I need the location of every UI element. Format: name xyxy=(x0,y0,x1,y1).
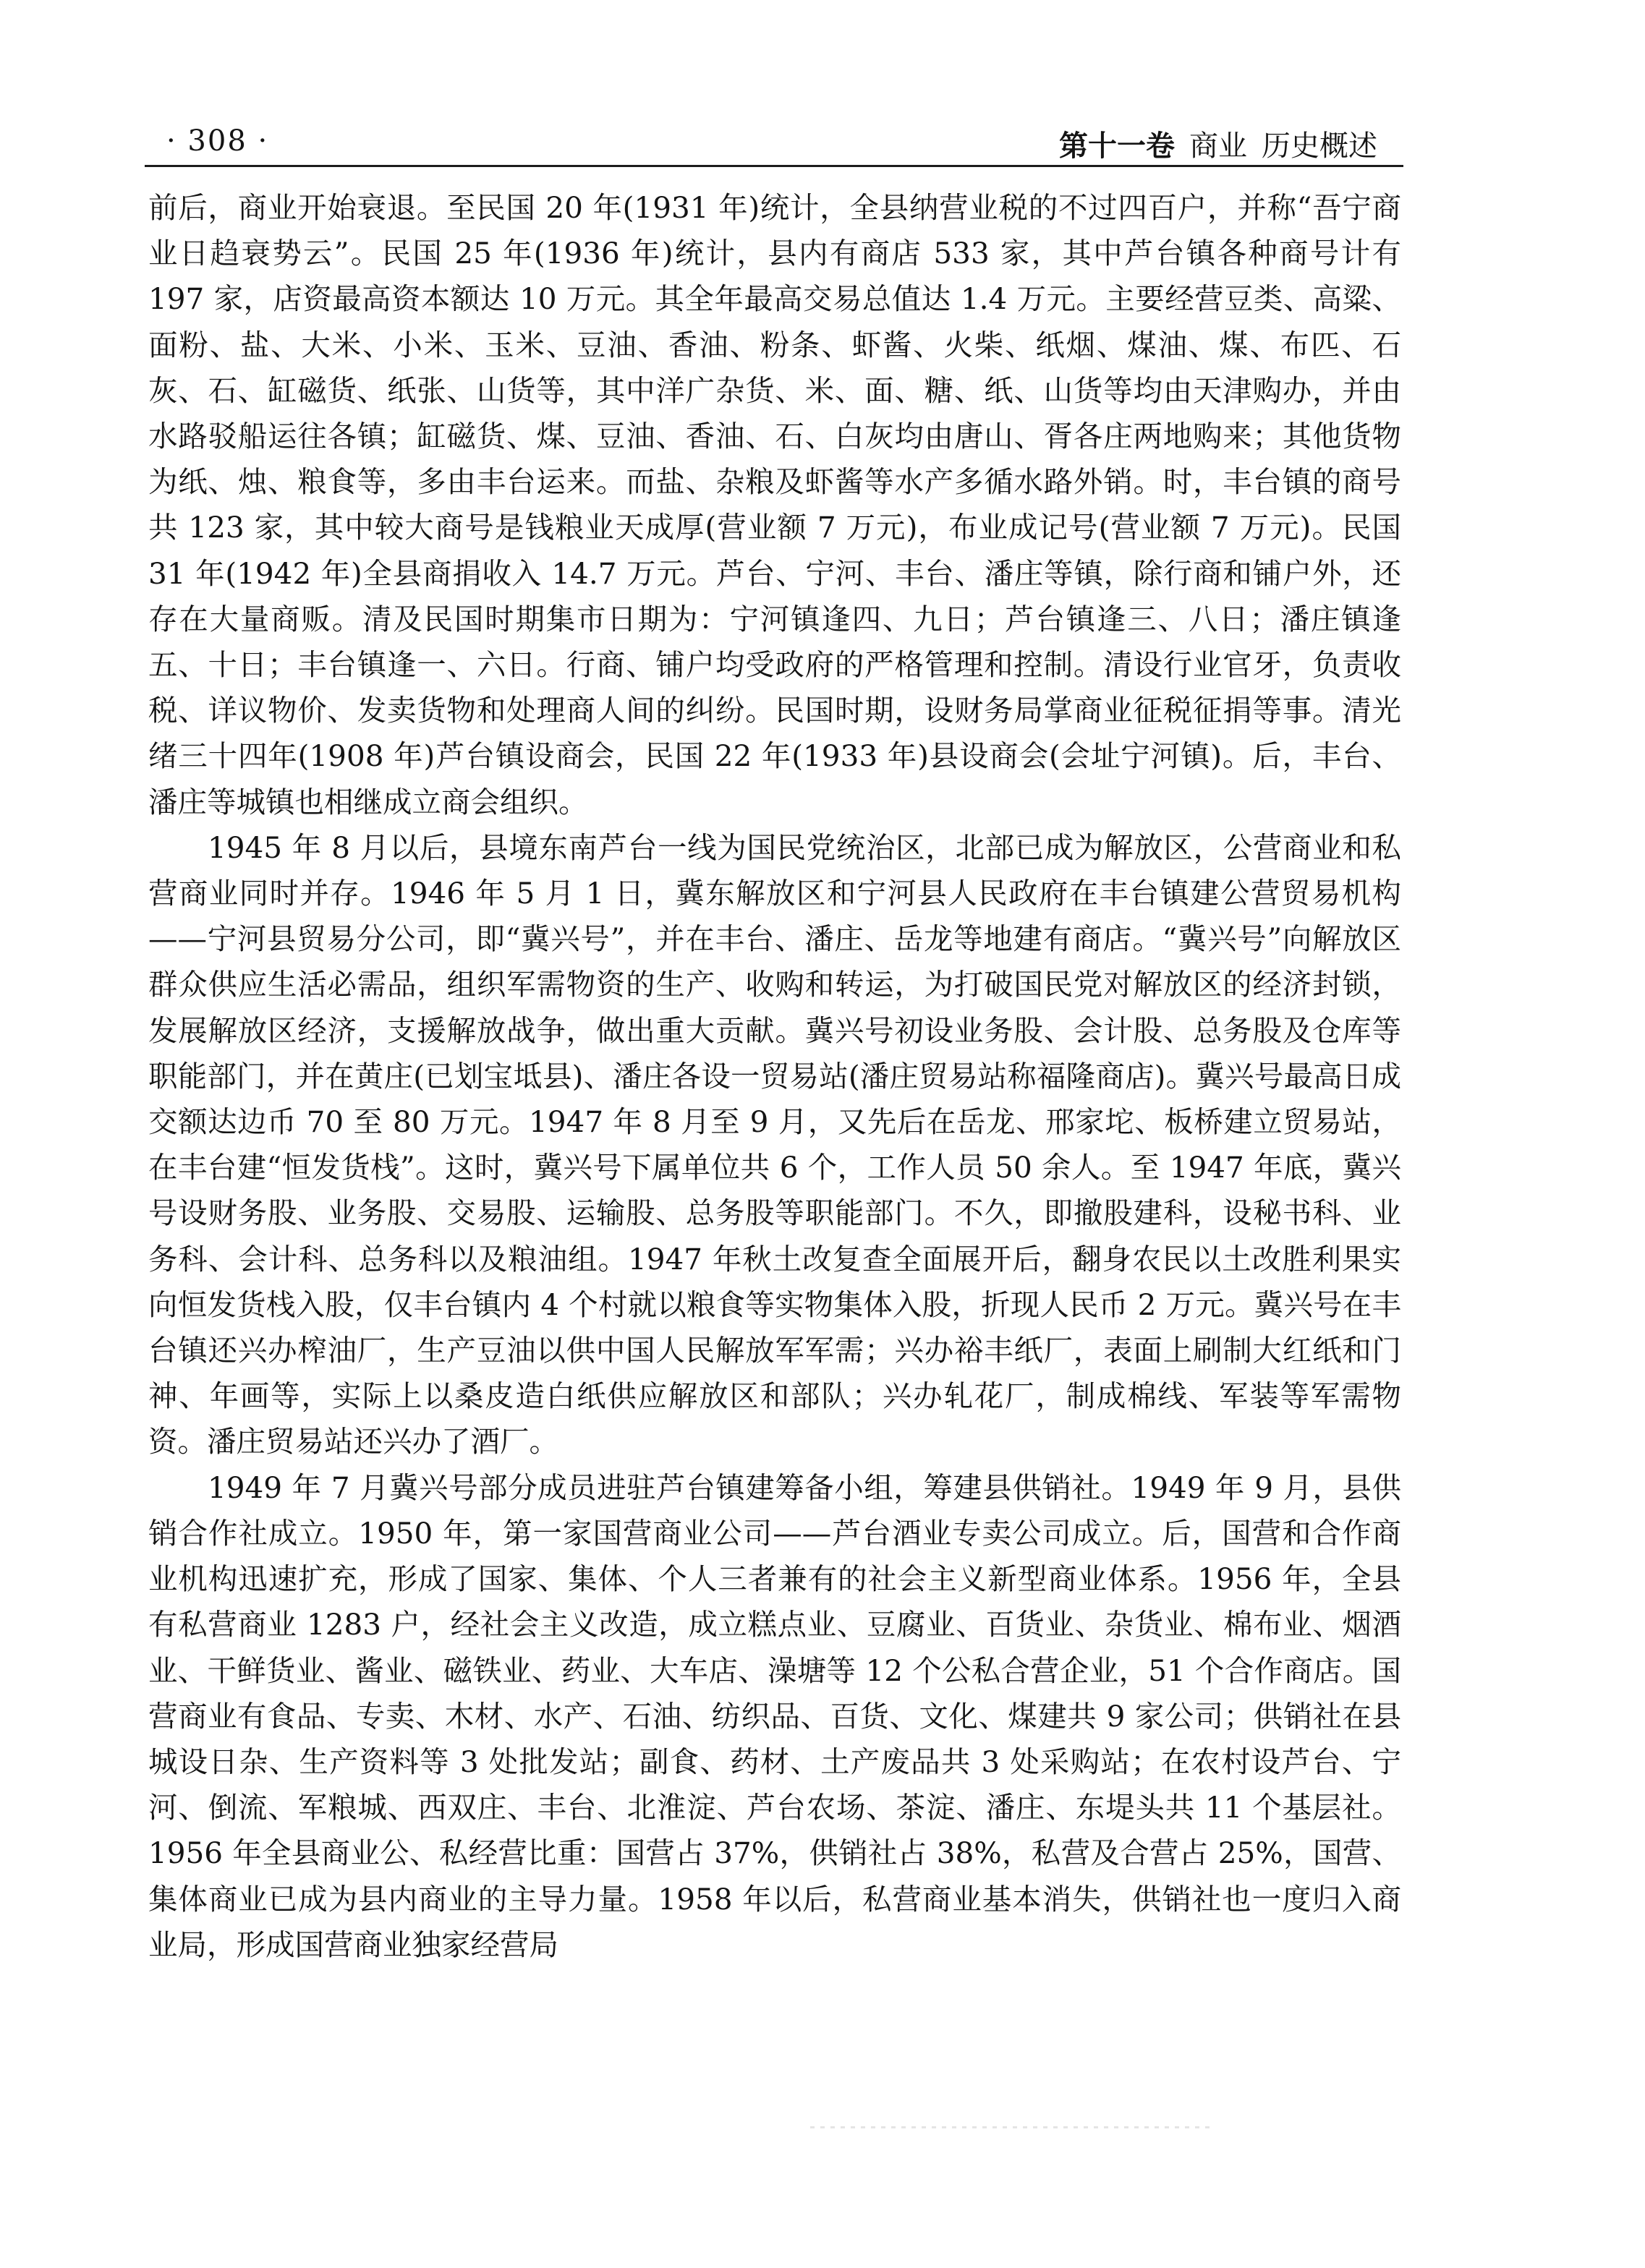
header-rule xyxy=(145,165,1403,167)
scan-artifact xyxy=(810,2126,1215,2128)
running-head xyxy=(1059,123,1377,164)
subsection-title: 历史概述 xyxy=(1262,129,1377,163)
page-header xyxy=(145,119,1403,166)
page-number: · 308 · xyxy=(166,124,269,158)
paragraph-1: 前后，商业开始衰退。至民国 20 年(1931 年)统计，全县纳营业税的不过四百户，并称“吾宁商业日趋衰势云”。民国 25 年(1936 年)统计，县内有商店 533 家，其中芦台镇各种商号计有 197 家，店资最高资本额达 10 万元。其全年最高交易总值达 1.4 万元。主要经营豆类、高粱、面粉、盐、大米、小米、玉米、豆油、香油、粉条、虾酱、火柴、纸烟、煤油、煤、布匹、石灰、石、缸磁货、纸张、山货等，其中洋广杂货、米、面、糖、纸、山货等均由天津购办，并由水路驳船运往各镇；缸磁货、煤、豆油、香油、石、白灰均由唐山、胥各庄两地购来；其他货物为纸、烛、粮食等，多由丰台运来。而盐、杂粮及虾酱等水产多循水路外销。时，丰台镇的商号共 123 家，其中较大商号是钱粮业天成厚(营业额 7 万元)，布业成记号(营业额 7 万元)。民国 31 年(1942 年)全县商捐收入 14.7 万元。芦台、宁河、丰台、潘庄等镇，除行商和铺户外，还存在大量商贩。清及民国时期集市日期为：宁河镇逢四、九日；芦台镇逢三、八日；潘庄镇逢五、十日；丰台镇逢一、六日。行商、铺户均受政府的严格管理和控制。清设行业官牙，负责收税、详议物价、发卖货物和处理商人间的纠纷。民国时期，设财务局掌商业征税征捐等事。清光绪三十四年(1908 年)芦台镇设商会，民国 22 年(1933 年)县设商会(会址宁河镇)。后，丰台、潘庄等城镇也相继成立商会组织。 xyxy=(148,190,1401,819)
volume-title: 第十一卷 xyxy=(1059,129,1175,163)
paragraph-2: 1945 年 8 月以后，县境东南芦台一线为国民党统治区，北部已成为解放区，公营商业和私营商业同时并存。1946 年 5 月 1 日，冀东解放区和宁河县人民政府在丰台镇建公营贸易机构——宁河县贸易分公司，即“冀兴号”，并在丰台、潘庄、岳龙等地建有商店。“冀兴号”向解放区群众供应生活必需品，组织军需物资的生产、收购和转运，为打破国民党对解放区的经济封锁，发展解放区经济，支援解放战争，做出重大贡献。冀兴号初设业务股、会计股、总务股及仓库等职能部门，并在黄庄(已划宝坻县)、潘庄各设一贸易站(潘庄贸易站称福隆商店)。冀兴号最高日成交额达边币 70 至 80 万元。1947 年 8 月至 9 月，又先后在岳龙、邢家坨、板桥建立贸易站，在丰台建“恒发货栈”。这时，冀兴号下属单位共 6 个，工作人员 50 余人。至 1947 年底，冀兴号设财务股、业务股、交易股、运输股、总务股等职能部门。不久，即撤股建科，设秘书科、业务科、会计科、总务科以及粮油组。1947 年秋土改复查全面展开后，翻身农民以土改胜利果实向恒发货栈入股，仅丰台镇内 4 个村就以粮食等实物集体入股，折现人民币 2 万元。冀兴号在丰台镇还兴办榨油厂，生产豆油以供中国人民解放军军需；兴办裕丰纸厂，表面上刷制大红纸和门神、年画等，实际上以桑皮造白纸供应解放区和部队；兴办轧花厂，制成棉线、军装等军需物资。潘庄贸易站还兴办了酒厂。 xyxy=(148,830,1401,1459)
paragraph-3: 1949 年 7 月冀兴号部分成员进驻芦台镇建筹备小组，筹建县供销社。1949 年 9 月，县供销合作社成立。1950 年，第一家国营商业公司——芦台酒业专卖公司成立。后，国营和合作商业机构迅速扩充，形成了国家、集体、个人三者兼有的社会主义新型商业体系。1956 年，全县有私营商业 1283 户，经社会主义改造，成立糕点业、豆腐业、百货业、杂货业、棉布业、烟酒业、干鲜货业、酱业、磁铁业、药业、大车店、澡塘等 12 个公私合营企业，51 个合作商店。国营商业有食品、专卖、木材、水产、石油、纺织品、百货、文化、煤建共 9 家公司；供销社在县城设日杂、生产资料等 3 处批发站；副食、药材、土产废品共 3 处采购站；在农村设芦台、宁河、倒流、军粮城、西双庄、丰台、北淮淀、芦台农场、茶淀、潘庄、东堤头共 11 个基层社。1956 年全县商业公、私经营比重：国营占 37%，供销社占 38%，私营及合营占 25%，国营、集体商业已成为县内商业的主导力量。1958 年以后，私营商业基本消失，供销社也一度归入商业局，形成国营商业独家经营局 xyxy=(148,1470,1401,1962)
section-title: 商业 xyxy=(1189,129,1247,163)
body-text xyxy=(148,185,1401,1968)
